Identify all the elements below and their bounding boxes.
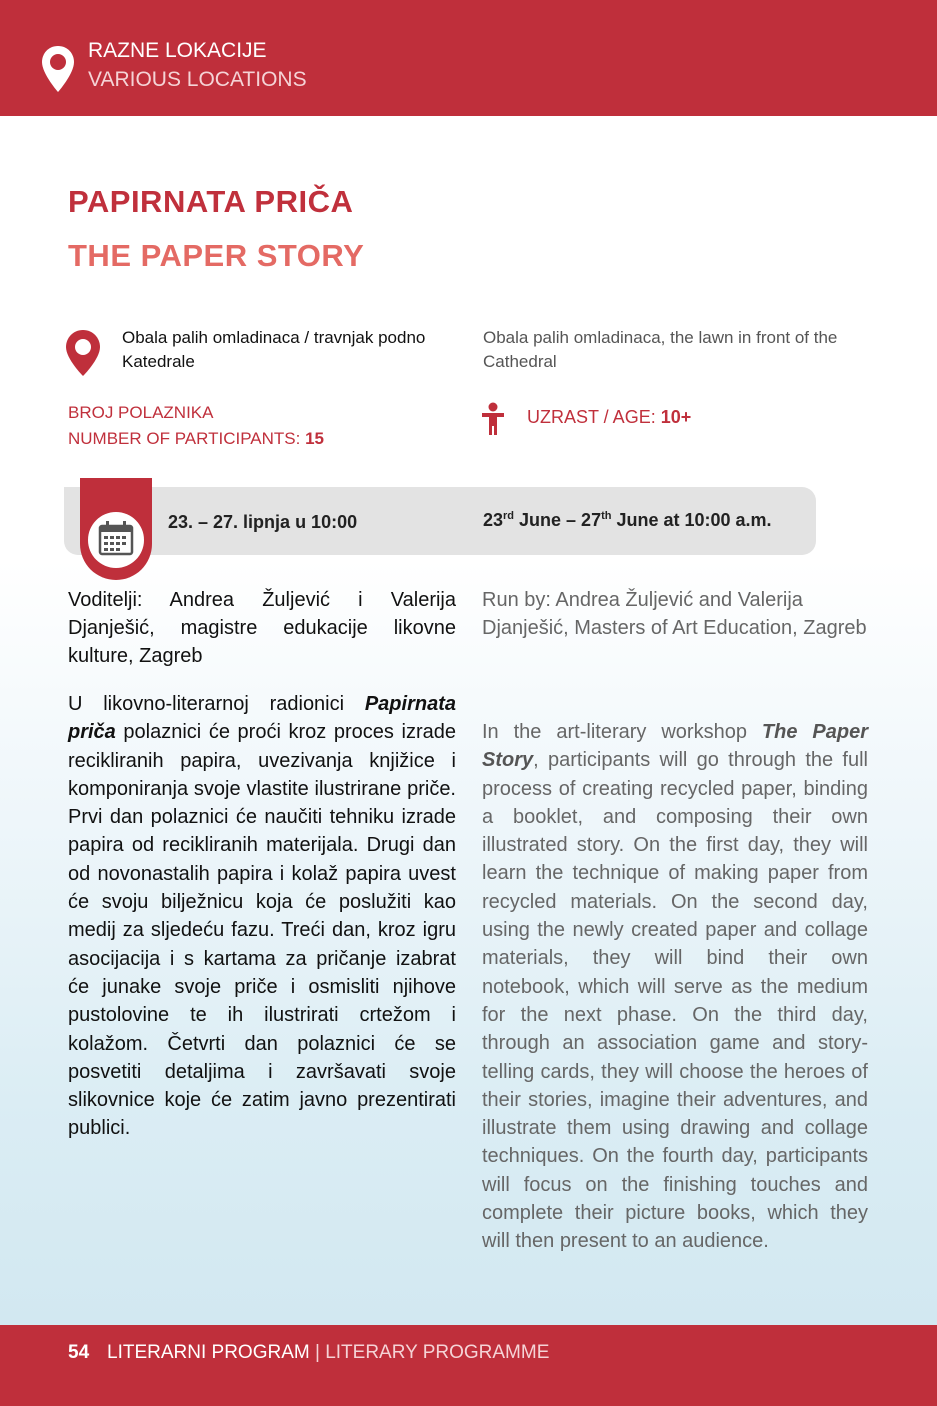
page-header (0, 0, 937, 116)
description-en: In the art-literary workshop The Paper Story, participants will go through the full process of creating recycled paper, binding a booklet, and composing their own illustrated story. On the first day, they will learn the technique of making paper from recycled materials. On the second day, using the newly created paper and collage materials, they will bind their own notebook, which will serve as the medium for the next phase. On the third day, through an association game and story-telling cards, they will choose the heroes of their stories, imagine their adventures, and illustrate them using drawing and collage techniques. On the fourth day, participants will focus on the finishing touches and complete their picture books, which they will then present to an audience. (482, 721, 868, 1253)
age-info (527, 407, 691, 428)
programme-label: LITERARNI PROGRAM | LITERARY PROGRAMME (107, 1342, 550, 1363)
venue-en: Obala palih omladinaca, the lawn in front of the Cathedral (483, 328, 838, 371)
location-label-hr: RAZNE LOKACIJE (88, 39, 267, 62)
participants-label-en: NUMBER OF PARTICIPANTS: (68, 429, 301, 448)
calendar-icon (80, 478, 152, 582)
age-label: UZRAST / AGE: (527, 407, 656, 427)
event-title-en: THE PAPER STORY (68, 238, 365, 273)
venue-pin-icon (64, 328, 102, 378)
child-icon (480, 402, 506, 436)
location-pin-icon (40, 44, 76, 94)
venue-hr: Obala palih omladinaca / travnjak podno Katedrale (122, 328, 426, 371)
page-number: 54 (68, 1342, 90, 1363)
date-en: 23rd June – 27th June at 10:00 a.m. (483, 510, 772, 530)
date-hr: 23. – 27. lipnja u 10:00 (168, 512, 358, 532)
participants-value: 15 (305, 429, 325, 448)
location-label-en: VARIOUS LOCATIONS (88, 68, 307, 91)
participants-label-hr: BROJ POLAZNIKA (68, 403, 214, 422)
page-footer (0, 1325, 937, 1406)
participants-info (68, 400, 324, 452)
event-title-hr: PAPIRNATA PRIČA (68, 184, 354, 219)
run-by-en: Run by: Andrea Žuljević and Valerija Djanješić, Masters of Art Education, Zagreb (482, 589, 867, 639)
age-value: 10+ (660, 407, 692, 427)
run-by-hr: Voditelji: Andrea Žuljević i Valerija Djanješić, magistre edukacije likovne kulture, Zagreb (68, 589, 456, 667)
description-hr: U likovno-literarnoj radionici Papirnata priča polaznici će proći kroz proces izrade recikliranih papira, uvezivanja knjižice i komponiranja svoje vlastite ilustrirane priče. Prvi dan polaznici će naučiti tehniku izrade papira od recikliranih materijala. Drugi dan od novonastalih papira i kolaž papira uvest će svoju bilježnicu koja će poslužiti kao medij za sljedeću fazu. Treći dan, kroz igru asocijacija i s kartama za pričanje izabrat će junake svoje priče i osmisliti njihove pustolovine te ih ilustrirati crtežom i kolažom. Četvrti dan polaznici će se posvetiti detaljima i završavati svoje slikovnice koje će zatim javno prezentirati publici. (68, 693, 456, 1140)
